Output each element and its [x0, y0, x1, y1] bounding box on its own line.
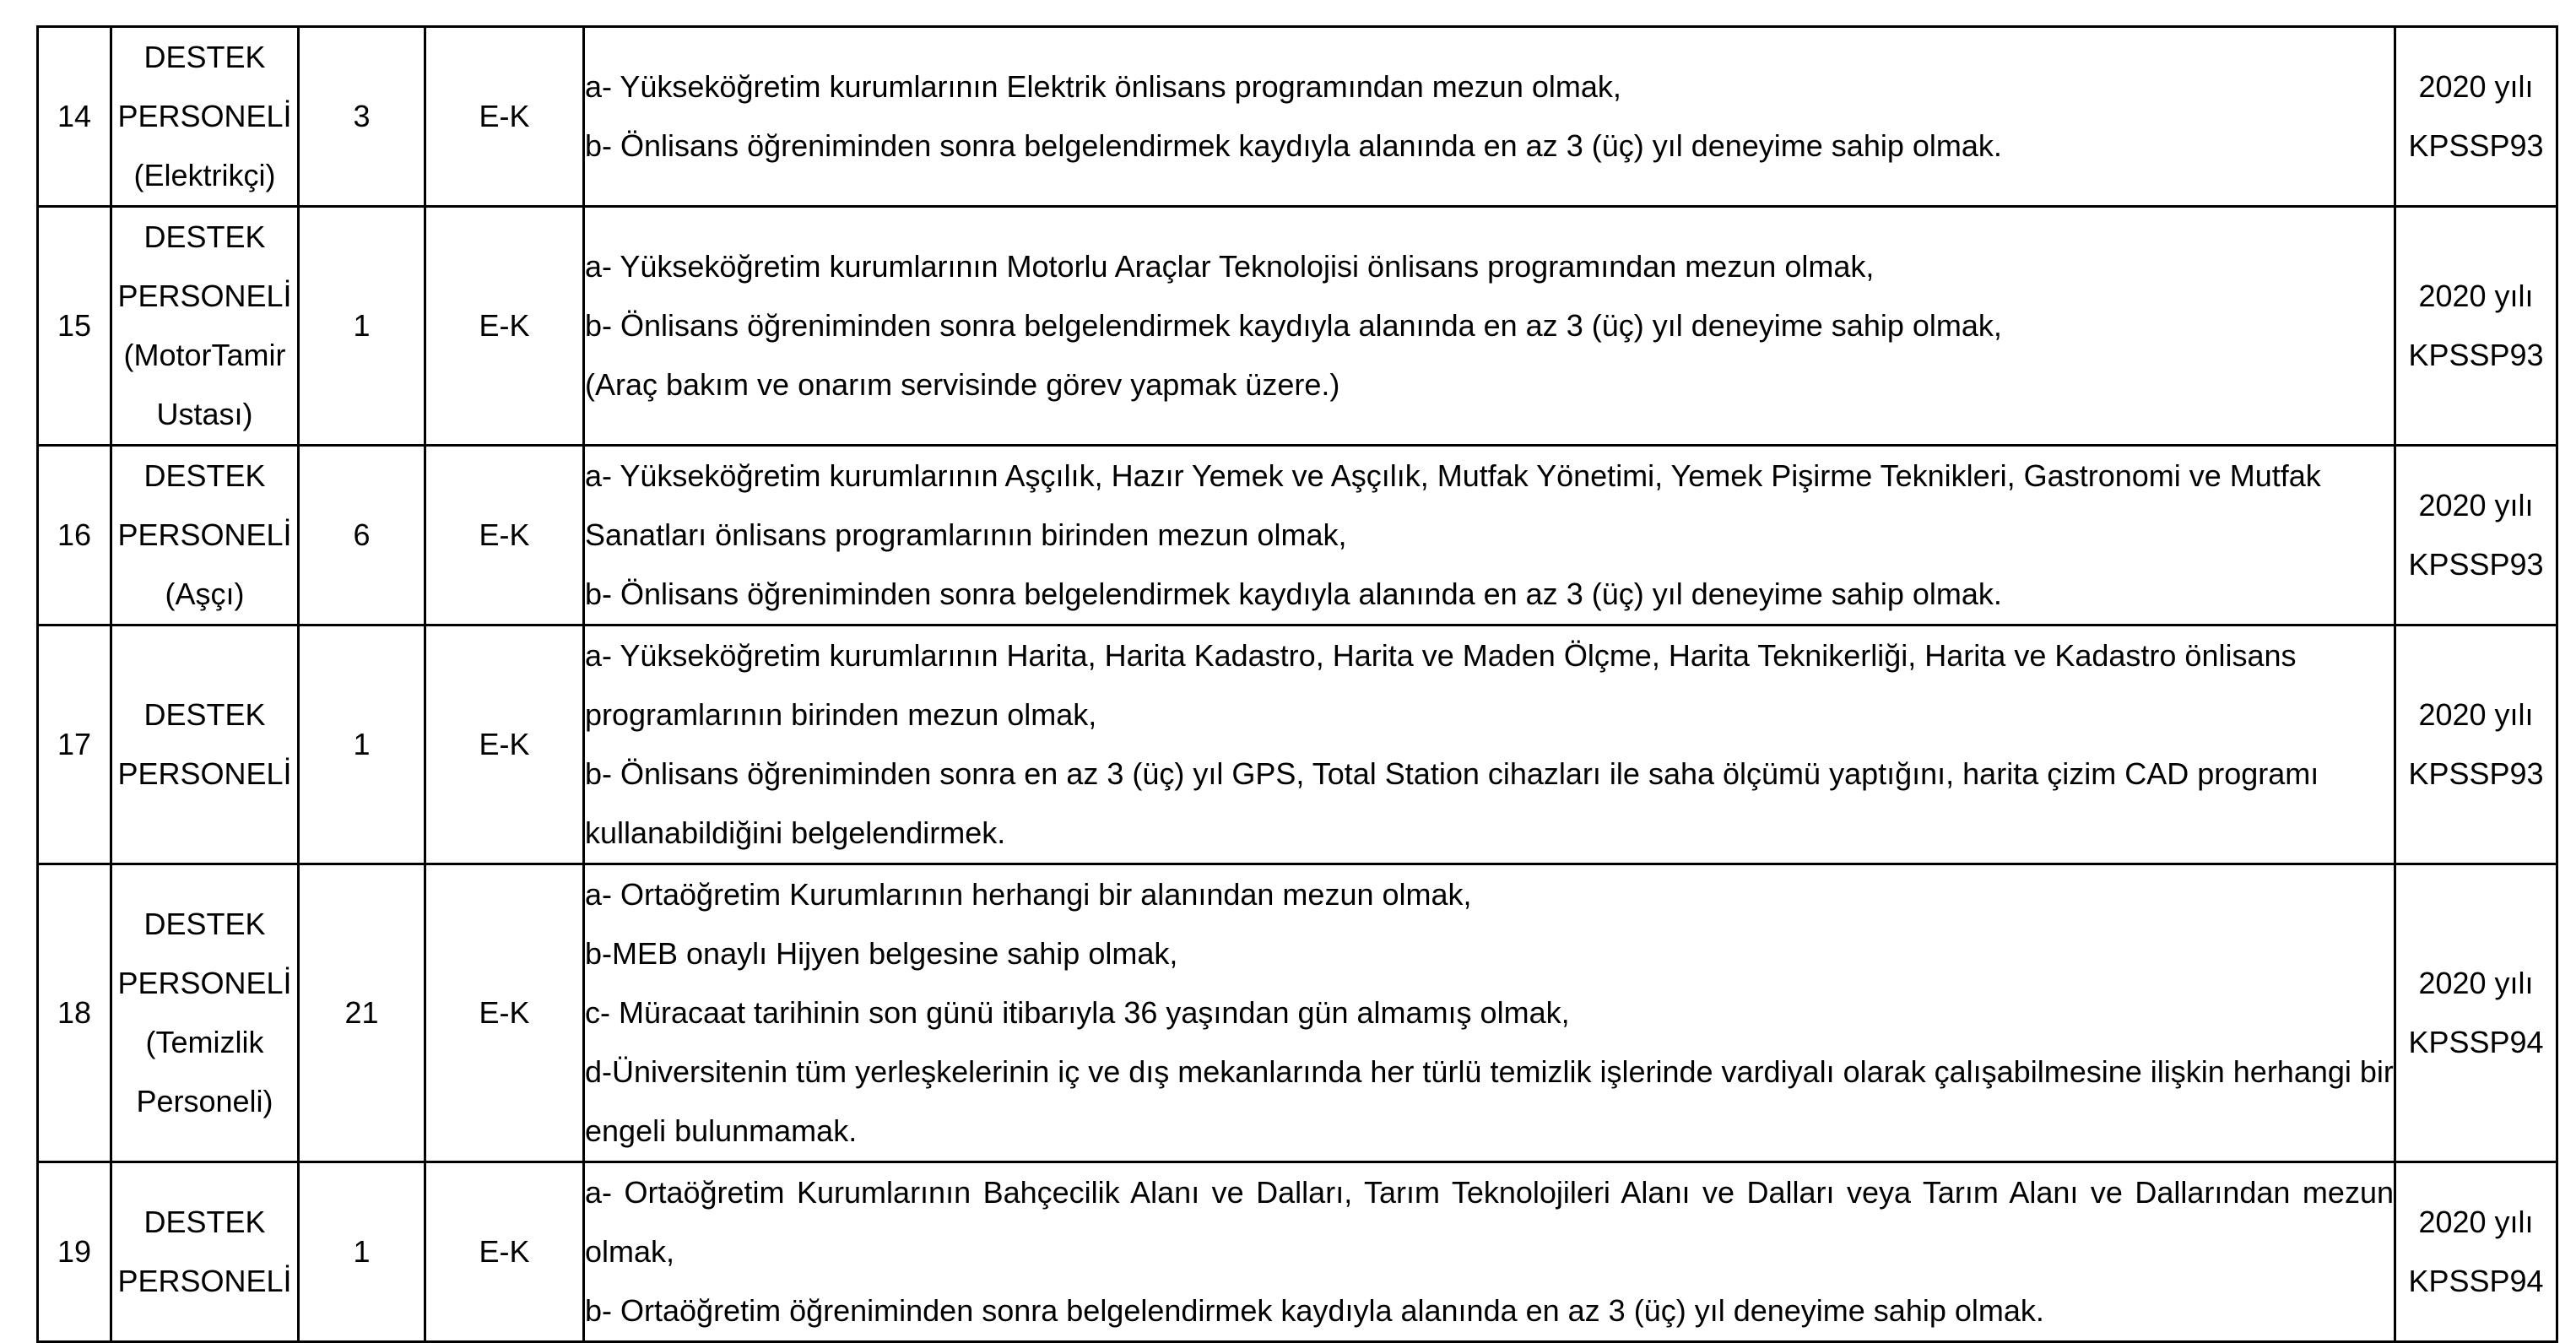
- requirement-line: kullanabildiğini belgelendirmek.: [585, 815, 1006, 850]
- requirement-line: programlarının birinden mezun olmak,: [585, 697, 1097, 732]
- requirement-line: b- Önlisans öğreniminden sonra en az 3 (üç) yıl GPS, Total Station cihazları ile saha ölçümü yaptığını, harita çizim CAD programı: [585, 756, 2319, 791]
- position-title-line: PERSONELİ: [117, 279, 292, 313]
- position-title-line: Personeli): [136, 1084, 273, 1118]
- staff-requirements-table: [36, 25, 2558, 1343]
- table-row: [38, 625, 2557, 864]
- requirement-line: (Araç bakım ve onarım servisinde görev yapmak üzere.): [585, 367, 1340, 402]
- requirements-cell: [584, 1162, 2395, 1342]
- requirements-cell: [584, 27, 2395, 207]
- exam-score-type: KPSSP93: [2408, 338, 2544, 372]
- requirements-cell: [584, 207, 2395, 446]
- position-title-line: PERSONELİ: [117, 517, 292, 552]
- exam-year: 2020 yılı: [2418, 279, 2534, 313]
- requirement-line: engeli bulunmamak.: [585, 1113, 858, 1148]
- qualification-code: E-K: [425, 625, 584, 864]
- requirement-line: b- Önlisans öğreniminden sonra belgelendirmek kaydıyla alanında en az 3 (üç) yıl deneyime sahip olmak.: [585, 128, 2002, 163]
- requirement-line: a- Yükseköğretim kurumlarının Elektrik önlisans programından mezun olmak,: [585, 69, 1621, 104]
- position-count: 3: [299, 27, 425, 207]
- position-count: 1: [299, 207, 425, 446]
- position-title-line: PERSONELİ: [117, 966, 292, 1000]
- table-row: [38, 1162, 2557, 1342]
- position-title-line: DESTEK: [143, 458, 266, 493]
- table-row: [38, 446, 2557, 625]
- exam-note: [2395, 27, 2557, 207]
- position-title-line: PERSONELİ: [117, 99, 292, 133]
- exam-score-type: KPSSP93: [2408, 756, 2544, 791]
- row-number: 16: [38, 446, 111, 625]
- requirements-cell: [584, 446, 2395, 625]
- exam-year: 2020 yılı: [2418, 966, 2534, 1000]
- qualification-code: E-K: [425, 864, 584, 1162]
- row-number: 18: [38, 864, 111, 1162]
- requirement-line: a- Yükseköğretim kurumlarının Aşçılık, Hazır Yemek ve Aşçılık, Mutfak Yönetimi, Yemek Pişirme Teknikleri, Gastronomi ve Mutfak: [585, 458, 2321, 493]
- table-row: [38, 207, 2557, 446]
- position-title-line: DESTEK: [143, 907, 266, 941]
- table-row: [38, 864, 2557, 1162]
- requirement-line: a- Ortaöğretim Kurumlarının herhangi bir alanından mezun olmak,: [585, 877, 1472, 912]
- requirement-line: Sanatları önlisans programlarının birinden mezun olmak,: [585, 517, 1347, 552]
- position-title-line: (Temizlik: [145, 1025, 264, 1059]
- requirements-cell: [584, 864, 2395, 1162]
- requirement-line: a- Ortaöğretim Kurumlarının Bahçecilik Alanı ve Dalları, Tarım Teknolojileri Alanı ve Dalları veya Tarım Alanı ve Dallarından mezun olmak,: [585, 1175, 2394, 1269]
- position-title-line: DESTEK: [143, 40, 266, 74]
- exam-note: [2395, 864, 2557, 1162]
- position-title-line: DESTEK: [143, 219, 266, 254]
- exam-year: 2020 yılı: [2418, 1205, 2534, 1239]
- position-title-line: (Elektrikçi): [133, 158, 276, 192]
- requirement-line: c- Müracaat tarihinin son günü itibarıyla 36 yaşından gün almamış olmak,: [585, 995, 1570, 1030]
- position-title-line: DESTEK: [143, 1205, 266, 1239]
- exam-score-type: KPSSP93: [2408, 547, 2544, 582]
- exam-score-type: KPSSP94: [2408, 1025, 2544, 1059]
- position-title: [111, 625, 299, 864]
- position-title: [111, 864, 299, 1162]
- exam-note: [2395, 1162, 2557, 1342]
- exam-note: [2395, 625, 2557, 864]
- qualification-code: E-K: [425, 27, 584, 207]
- requirements-cell: [584, 625, 2395, 864]
- position-title: [111, 1162, 299, 1342]
- position-count: 6: [299, 446, 425, 625]
- requirement-line: b- Önlisans öğreniminden sonra belgelendirmek kaydıyla alanında en az 3 (üç) yıl deneyime sahip olmak,: [585, 308, 2002, 343]
- position-title: [111, 27, 299, 207]
- position-title-line: (MotorTamir: [123, 338, 286, 372]
- requirement-line: d-Üniversitenin tüm yerleşkelerinin iç ve dış mekanlarında her türlü temizlik işlerinde vardiyalı olarak çalışabilmesine ilişkin herhangi bir: [585, 1054, 2394, 1089]
- row-number: 15: [38, 207, 111, 446]
- position-count: 1: [299, 625, 425, 864]
- exam-note: [2395, 446, 2557, 625]
- requirement-line: a- Yükseköğretim kurumlarının Harita, Harita Kadastro, Harita ve Maden Ölçme, Harita Teknikerliği, Harita ve Kadastro önlisans: [585, 638, 2297, 673]
- exam-year: 2020 yılı: [2418, 488, 2534, 523]
- qualification-code: E-K: [425, 446, 584, 625]
- requirement-line: b- Ortaöğretim öğreniminden sonra belgelendirmek kaydıyla alanında en az 3 (üç) yıl deneyime sahip olmak.: [585, 1293, 2044, 1328]
- position-title: [111, 207, 299, 446]
- exam-year: 2020 yılı: [2418, 697, 2534, 732]
- exam-score-type: KPSSP94: [2408, 1264, 2544, 1298]
- requirement-line: a- Yükseköğretim kurumlarının Motorlu Araçlar Teknolojisi önlisans programından mezun olmak,: [585, 249, 1875, 284]
- position-title-line: (Aşçı): [165, 577, 245, 611]
- row-number: 19: [38, 1162, 111, 1342]
- exam-score-type: KPSSP93: [2408, 128, 2544, 163]
- position-count: 21: [299, 864, 425, 1162]
- position-title-line: PERSONELİ: [117, 756, 292, 791]
- table-row: [38, 27, 2557, 207]
- requirement-line: b-MEB onaylı Hijyen belgesine sahip olmak,: [585, 936, 1178, 971]
- position-count: 1: [299, 1162, 425, 1342]
- position-title-line: DESTEK: [143, 697, 266, 732]
- requirement-line: b- Önlisans öğreniminden sonra belgelendirmek kaydıyla alanında en az 3 (üç) yıl deneyime sahip olmak.: [585, 577, 2002, 611]
- qualification-code: E-K: [425, 1162, 584, 1342]
- qualification-code: E-K: [425, 207, 584, 446]
- row-number: 14: [38, 27, 111, 207]
- position-title-line: PERSONELİ: [117, 1264, 292, 1298]
- exam-note: [2395, 207, 2557, 446]
- position-title: [111, 446, 299, 625]
- exam-year: 2020 yılı: [2418, 69, 2534, 104]
- row-number: 17: [38, 625, 111, 864]
- position-title-line: Ustası): [156, 397, 253, 431]
